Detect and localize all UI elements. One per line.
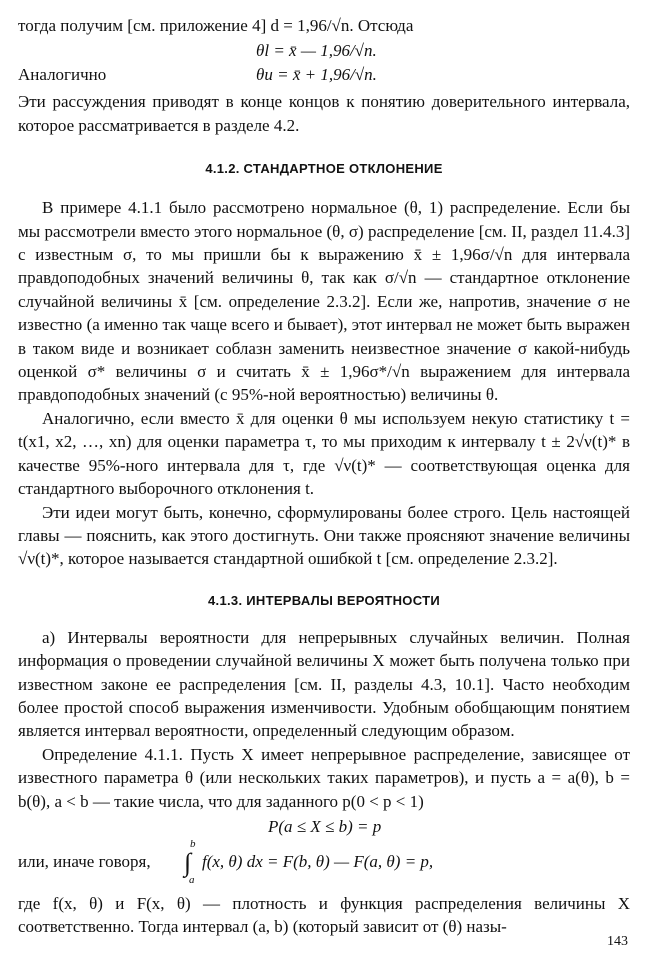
or-label: или, иначе говоря, [18,851,151,871]
integral-upper-limit: b [190,837,196,850]
paragraph-density: где f(x, θ) и F(x, θ) — плотность и функция распределения величины X соответственно. Тогда интервал (a, b) (который зависит от (θ) назы- [18,893,630,937]
section-heading-std-dev: 4.1.2. СТАНДАРТНОЕ ОТКЛОНЕНИЕ [205,161,443,177]
integral-lower-limit: a [189,873,195,886]
equation-theta-u: θu = x̄ + 1,96/√n. [256,65,377,85]
integral-row [18,837,630,886]
paragraph-std-dev-2: Аналогично, если вместо x̄ для оценки θ мы используем некую статистику t = t(x1, x2, …, xn) для оценки параметра τ, то мы приходим к интервалу t ± 2√ν(t)* в качестве 95%-ного интервала для τ, где √ν(t)* — соответствующая оценка для стандартного выборочного отклонения t. [18,408,630,499]
equation-theta-l: θl = x̄ — 1,96/√n. [256,41,377,61]
paragraph-std-dev-1: В примере 4.1.1 было рассмотрено нормальное (θ, 1) распределение. Если бы мы рассмотрели вместо этого нормальное (θ, σ) распределение [см. II, раздел 11.4.3] с известным σ, то мы пришли бы к выражению x̄ ± 1,96σ/√n для интервала правдоподобных значений величины θ, так как σ/√n — стандартное отклонение случайной величины x̄ [см. определение 2.3.2]. Если же, напротив, значение σ не известно (а именно так чаще всего и бывает), этот интервал не может быть выражен в таком виде и возникает соблазн заменить неизвестное значение σ какой-нибудь оценкой σ* величины σ и считать x̄ ± 1,96σ*/√n выражением для интервала правдоподобных значений (с 95%-ной вероятностью) величины θ. [18,198,630,405]
page-body [18,14,630,939]
equation-integral: f(x, θ) dx = F(b, θ) — F(a, θ) = p, [202,852,434,872]
paragraph-definition: Определение 4.1.1. Пусть X имеет непрерывное распределение, зависящее от известного параметра θ (или нескольких таких параметров), и пусть a = a(θ), b = b(θ), a < b — такие числа, что для заданного p(0 < p < 1) [18,744,630,811]
section-heading-prob-intervals: 4.1.3. ИНТЕРВАЛЫ ВЕРОЯТНОСТИ [208,592,440,608]
paragraph-std-dev-3: Эти идеи могут быть, конечно, сформулированы более строго. Цель настоящей главы — пояснить, как этого достигнуть. Они также проясняют значение величины √ν(t)*, которое называется стандартной ошибкой t [см. определение 2.3.2]. [18,502,630,569]
intro-line: тогда получим [см. приложение 4] d = 1,96/√n. Отсюда [18,16,414,35]
confidence-paragraph: Эти рассуждения приводят в конце концов к понятию доверительного интервала, которое рассматривается в разделе 4.2. [18,92,630,135]
equation-theta-u-row [18,63,630,86]
equation-theta-l-row [18,39,630,62]
equation-probability: P(a ≤ X ≤ b) = p [268,816,382,836]
analog-label: Аналогично [18,65,107,85]
page-number: 143 [607,934,628,949]
integral-sign: b ∫ a [184,837,196,886]
paragraph-prob-1: а) Интервалы вероятности для непрерывных случайных величин. Полная информация о проведении случайной величины X может быть получена только при известном законе ее распределения [см. II, разделы 4.3, 10.1]. Часто необходим более простой способ выражения изменчивости. Удобным обобщающим понятием является интервал вероятности, определенный следующим образом. [18,627,630,741]
